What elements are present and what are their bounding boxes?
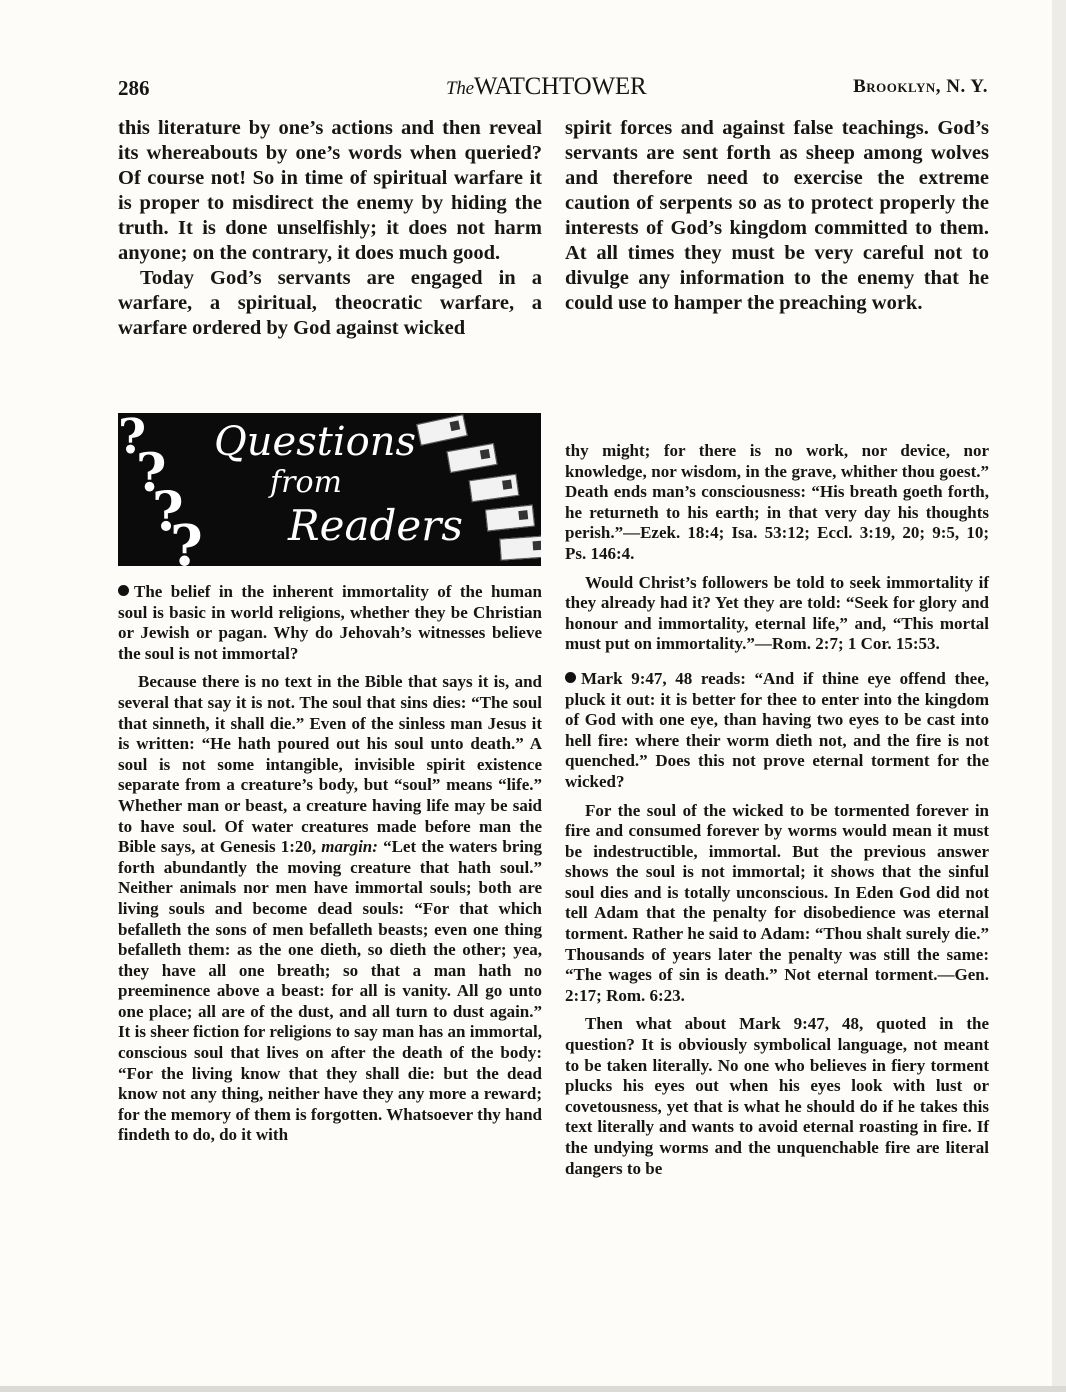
bullet-icon (565, 672, 576, 683)
envelope-icon (469, 474, 520, 502)
question-mark-icon: ? (170, 513, 203, 566)
envelope-icon (416, 414, 468, 445)
bottom-left-column (118, 582, 542, 1146)
page-edge (1052, 0, 1066, 1392)
masthead (446, 73, 646, 101)
bullet-icon (118, 585, 129, 596)
margin-reference: margin: (321, 837, 378, 857)
question-text: The belief in the inherent immortality of the human soul is basic in world religions, whether they be Christian or Jewish or pagan. Why do Jehovah’s witnesses believe the soul is not immortal? (118, 582, 542, 663)
location: Brooklyn, N. Y. (853, 76, 988, 97)
top-right-column (565, 116, 989, 316)
banner-title-line-3: Readers (288, 501, 463, 550)
banner-title-line-2: from (270, 465, 342, 500)
answer-paragraph: For the soul of the wicked to be tormented forever in fire and consumed forever by worms would mean it must be indestructible, immortal. But the previous answer shows the soul is not immortal; it shows that the sinful soul dies and is totally unconscious. In Eden God did not tell Adam that the penalty for disobedience was eternal torment. Rather he said to Adam: “Thou shalt surely die.” Thousands of years later the penalty was still the same: “The wages of sin is death.” Not eternal torment.—Gen. 2:17; Rom. 6:23. (565, 800, 989, 1005)
top-left-column (118, 116, 542, 341)
bottom-right-column (565, 441, 989, 1179)
answer-paragraph (118, 672, 542, 1146)
paragraph: Would Christ’s followers be told to seek immortality if they already had it? Yet they are told: “Seek for glory and honour and immortality, eternal life,” and, “This mortal must put on immortality.”—Rom. 2:7; 1 Cor. 15:53. (565, 572, 989, 654)
paragraph: spirit forces and against false teachings. God’s servants are sent forth as sheep among wolves and therefore need to exercise the extreme caution of serpents so as to protect properly the interests of God’s kingdom committed to them. At all times they must be very careful not to divulge any information to the enemy that he could use to hamper the preaching work. (565, 117, 989, 314)
question-text: Mark 9:47, 48 reads: “And if thine eye offend thee, pluck it out: it is better for thee to enter into the kingdom of God with one eye, than having two eyes to be cast into hell fire: where their worm dieth not, and the fire is not quenched.” Does this not prove eternal torment for the wicked? (565, 668, 989, 791)
paragraph: this literature by one’s actions and then reveal its whereabouts by one’s words when queried? Of course not! So in time of spiritual warfare it is proper to misdirect the enemy by hiding the truth. It is done unselfishly; it does not harm anyone; on the contrary, it does much good. (118, 117, 542, 264)
answer-paragraph: Then what about Mark 9:47, 48, quoted in the question? It is obviously symbolical language, not meant to be taken literally. No one who believes in fiery torment plucks his eyes out when his eyes look with lust or covetousness, yet that is what he should do if he takes this text literally and wants to avoid eternal roasting in fire. If the undying worms and the unquenchable fire are literal dangers to be (565, 1014, 989, 1178)
envelope-icon (499, 535, 541, 560)
banner-title-line-1: Questions (214, 419, 416, 465)
page-header (118, 72, 988, 108)
page-edge-bottom (0, 1386, 1066, 1392)
page-number: 286 (118, 76, 150, 100)
question-paragraph (565, 669, 989, 793)
question-mark-icon: ? (118, 413, 147, 465)
answer-text: Because there is no text in the Bible that says it is, and several that say it is not. The soul that sins dies: “The soul that sinneth, it shall die.” Even of the sinless man Jesus it is written: “He hath poured out his soul unto death.” A soul is not some intangible, invisible spirit existence separate from a creature’s body, but “soul” means “life.” Whether man or beast, a creature having life may be said to have soul. Of water creatures made before man the Bible says, at Genesis 1:20, (118, 672, 542, 857)
question-mark-icon: ? (136, 443, 167, 504)
answer-text-continued: “Let the waters bring forth abundantly the moving creature that hath soul.” Neither animals nor men have immortal souls; both are living souls and become dead souls: “For that which befalleth the sons of men befalleth beasts; even one thing befalleth them: as the one dieth, so dieth the other; yea, they have all one breath; so that a man hath no preeminence above a beast: for all is vanity. All go unto one place; all are of the dust, and all turn to dust again.” It is sheer fiction for religions to say man has an immortal, conscious soul that lives on after the death of the body: “For the living know that they shall die: but the dead know not any thing, neither have they any more a reward; for the memory of them is forgotten. Whatsoever thy hand findeth to do, do it with (118, 837, 543, 1145)
envelope-icon (485, 505, 535, 532)
question-mark-icon: ? (152, 479, 184, 543)
paragraph: thy might; for there is no work, nor device, nor knowledge, nor wisdom, in the grave, whither thou goest.” Death ends man’s consciousness: “His breath goeth forth, he returneth to his earth; in that very day his thoughts perish.”—Ezek. 18:4; Isa. 53:12; Eccl. 3:19, 20; 9:5, 10; Ps. 146:4. (565, 441, 989, 563)
paragraph: Today God’s servants are engaged in a warfare, a spiritual, theocratic warfare, a warfare ordered by God against wicked (118, 267, 542, 339)
masthead-name: WATCHTOWER (473, 73, 647, 100)
masthead-prefix: The (446, 78, 474, 99)
questions-from-readers-banner (118, 413, 541, 566)
question-paragraph (118, 582, 542, 664)
envelope-icon (446, 443, 497, 473)
